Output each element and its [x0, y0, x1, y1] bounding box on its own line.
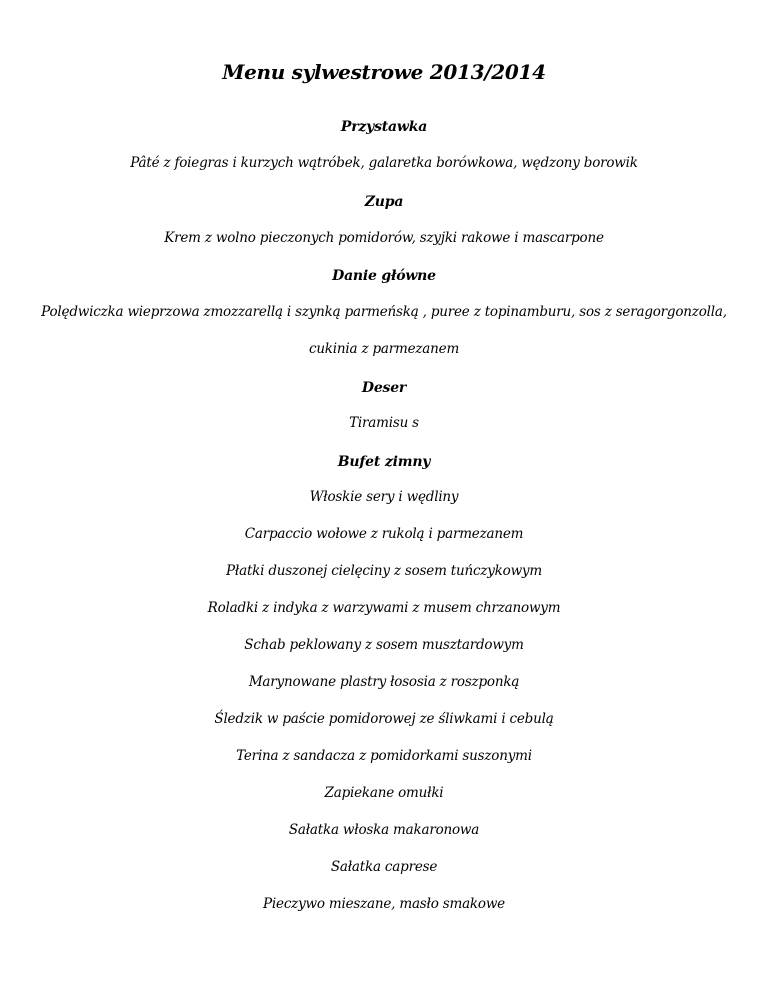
- menu-item: Polędwiczka wieprzowa zmozzarellą i szynką parmeńską , puree z topinamburu, sos z seragorgonzolla,: [41, 304, 727, 320]
- menu-item: Terina z sandacza z pomidorkami suszonymi: [236, 748, 532, 764]
- menu-item: Krem z wolno pieczonych pomidorów, szyjki rakowe i mascarpone: [164, 230, 604, 246]
- menu-item: Sałatka włoska makaronowa: [288, 822, 480, 838]
- menu-item: Sałatka caprese: [330, 859, 438, 875]
- menu-item: Zapiekane omułki: [324, 785, 444, 801]
- menu-item: Tiramisu s: [349, 415, 419, 431]
- menu-item: Schab peklowany z sosem musztardowym: [244, 637, 524, 653]
- menu-item: Carpaccio wołowe z rukolą i parmezanem: [244, 526, 524, 542]
- menu-item: Marynowane plastry łososia z roszponką: [248, 674, 520, 690]
- menu-item: Roladki z indyka z warzywami z musem chrzanowym: [207, 600, 561, 616]
- menu-item: Włoskie sery i wędliny: [309, 489, 459, 505]
- menu-item: Płatki duszonej cielęciny z sosem tuńczykowym: [226, 563, 542, 579]
- menu-item: Śledzik w paście pomidorowej ze śliwkami i cebulą: [214, 711, 554, 727]
- section-heading-danie-glowne: Danie główne: [332, 268, 436, 284]
- section-heading-bufet-zimny: Bufet zimny: [337, 454, 431, 470]
- section-heading-zupa: Zupa: [364, 194, 404, 210]
- menu-item: Pieczywo mieszane, masło smakowe: [263, 896, 505, 912]
- section-heading-przystawka: Przystawka: [340, 119, 428, 135]
- menu-item: Pâté z foiegras i kurzych wątróbek, galaretka borówkowa, wędzony borowik: [130, 155, 638, 171]
- menu-item: cukinia z parmezanem: [308, 341, 460, 357]
- section-heading-deser: Deser: [361, 380, 407, 396]
- menu-title: Menu sylwestrowe 2013/2014: [222, 60, 546, 84]
